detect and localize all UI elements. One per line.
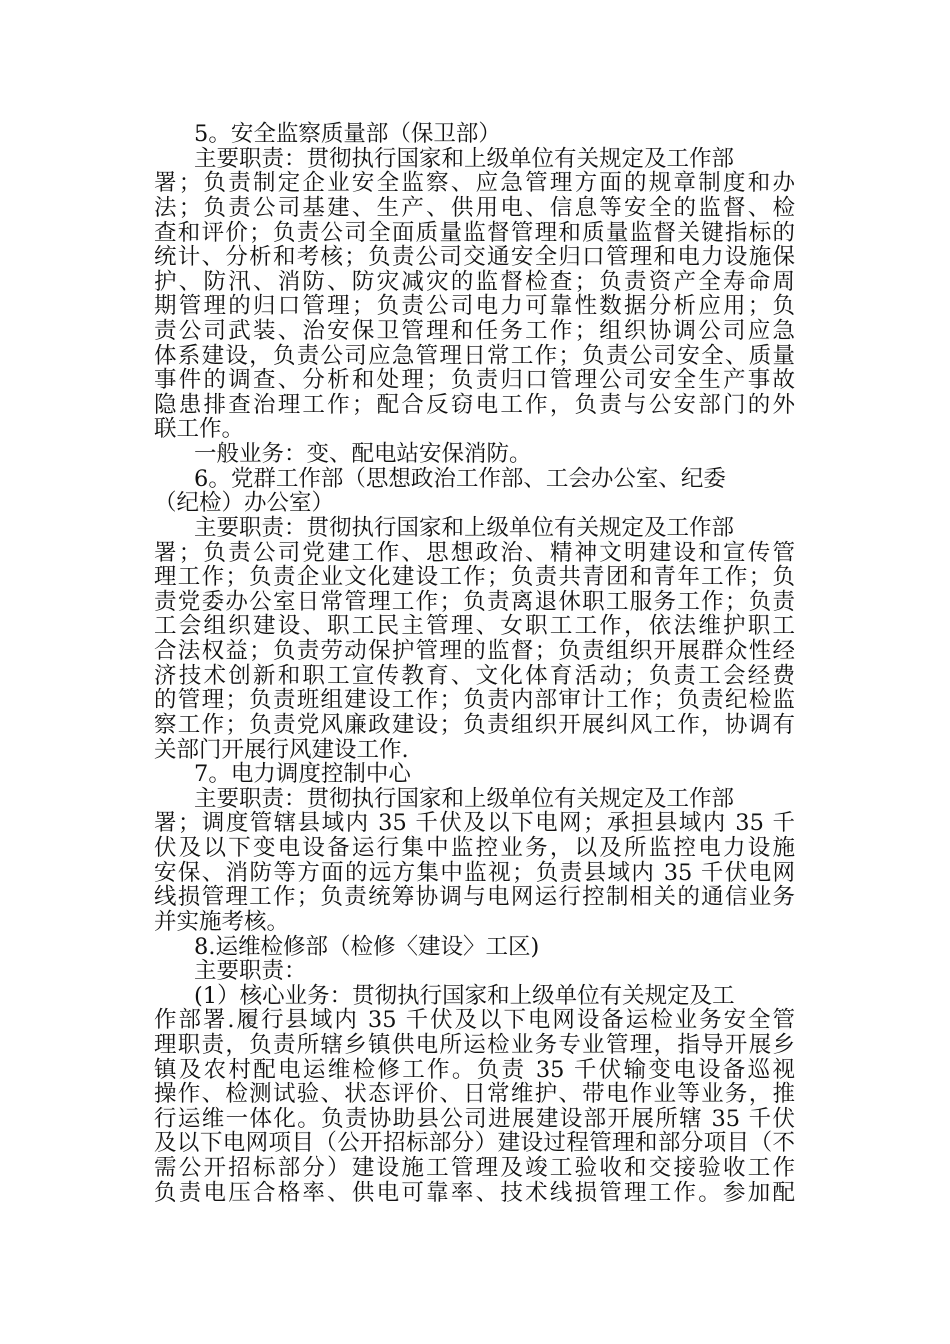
text-line: 理工作；负责企业文化建设工作；负责共青团和青年工作；负 bbox=[154, 564, 795, 591]
text-line: 事件的调查、分析和处理；负责归口管理公司安全生产事故 bbox=[154, 367, 795, 394]
text-line: 作部署.履行县域内 35 千伏及以下电网设备运检业务安全管 bbox=[154, 1007, 795, 1034]
text-line: 隐患排查治理工作；配合反窃电工作，负责与公安部门的外 bbox=[154, 391, 795, 418]
section-heading: 6。党群工作部（思想政治工作部、工会办公室、纪委 bbox=[194, 465, 726, 492]
text-line: 署；调度管辖县域内 35 千伏及以下电网；承担县域内 35 千 bbox=[154, 810, 795, 837]
text-line: 主要职责：贯彻执行国家和上级单位有关规定及工作部 bbox=[194, 785, 735, 812]
section-heading: 7。电力调度控制中心 bbox=[194, 761, 411, 788]
text-line: (1）核心业务：贯彻执行国家和上级单位有关规定及工 bbox=[194, 982, 735, 1009]
text-line: 理职责，负责所辖乡镇供电所运检业务专业管理，指导开展乡 bbox=[154, 1031, 795, 1058]
text-line: 主要职责：贯彻执行国家和上级单位有关规定及工作部 bbox=[194, 145, 735, 172]
text-line: 线损管理工作；负责统筹协调与电网运行控制相关的通信业务 bbox=[154, 884, 795, 911]
text-line: 一般业务：变、配电站安保消防。 bbox=[194, 441, 532, 468]
text-line: 操作、检测试验、状态评价、日常维护、带电作业等业务，推 bbox=[154, 1081, 795, 1108]
text-line: 主要职责：贯彻执行国家和上级单位有关规定及工作部 bbox=[194, 514, 735, 541]
text-line: 体系建设，负责公司应急管理日常工作；负责公司安全、质量 bbox=[154, 342, 795, 369]
text-line: 及以下电网项目（公开招标部分）建设过程管理和部分项目（不 bbox=[154, 1130, 795, 1157]
text-line: 工会组织建设、职工民主管理、女职工工作，依法维护职工 bbox=[154, 613, 795, 640]
text-line: 安保、消防等方面的远方集中监视；负责县域内 35 千伏电网 bbox=[154, 859, 795, 886]
text-line: 责党委办公室日常管理工作；负责离退休职工服务工作；负责 bbox=[154, 588, 795, 615]
text-line: 并实施考核。 bbox=[154, 908, 290, 935]
text-line: 署；负责制定企业安全监察、应急管理方面的规章制度和办 bbox=[154, 170, 795, 197]
text-line: 法；负责公司基建、生产、供用电、信息等安全的监督、检 bbox=[154, 194, 795, 221]
text-line: 察工作；负责党风廉政建设；负责组织开展纠风工作，协调有 bbox=[154, 711, 795, 738]
text-line: 署；负责公司党建工作、思想政治、精神文明建设和宣传管 bbox=[154, 539, 795, 566]
text-line: 责公司武装、治安保卫管理和任务工作；组织协调公司应急 bbox=[154, 318, 795, 344]
text-line: 查和评价；负责公司全面质量监督管理和质量监督关键指标的 bbox=[154, 219, 795, 246]
section-heading: 5。安全监察质量部（保卫部） bbox=[194, 121, 501, 147]
text-line: 的管理；负责班组建设工作；负责内部审计工作；负责纪检监 bbox=[154, 687, 795, 714]
section-heading: 8.运维检修部（检修〈建设〉工区) bbox=[194, 933, 540, 960]
text-line: 联工作。 bbox=[154, 416, 245, 443]
text-line: 需公开招标部分）建设施工管理及竣工验收和交接验收工作 bbox=[154, 1155, 795, 1181]
text-line: （纪检）办公室） bbox=[154, 490, 335, 517]
text-line: 期管理的归口管理；负责公司电力可靠性数据分析应用；负 bbox=[154, 293, 795, 320]
text-line: 主要职责： bbox=[194, 958, 307, 985]
text-line: 行运维一体化。负责协助县公司进展建设部开展所辖 35 千伏 bbox=[154, 1105, 795, 1132]
text-line: 护、防汛、消防、防灾减灾的监督检查；负责资产全寿命周 bbox=[154, 268, 795, 295]
text-line: 统计、分析和考核；负责公司交通安全归口管理和电力设施保 bbox=[154, 244, 795, 271]
text-line: 合法权益；负责劳动保护管理的监督；负责组织开展群众性经 bbox=[154, 638, 795, 664]
text-line: 伏及以下变电设备运行集中监控业务，以及所监控电力设施 bbox=[154, 835, 795, 861]
text-line: 关部门开展行风建设工作. bbox=[154, 736, 409, 763]
text-line: 镇及农村配电运维检修工作。负责 35 千伏输变电设备巡视 bbox=[154, 1056, 795, 1083]
text-line: 济技术创新和职工宣传教育、文化体育活动；负责工会经费 bbox=[154, 662, 795, 689]
text-line: 负责电压合格率、供电可靠率、技术线损管理工作。参加配 bbox=[154, 1179, 795, 1206]
